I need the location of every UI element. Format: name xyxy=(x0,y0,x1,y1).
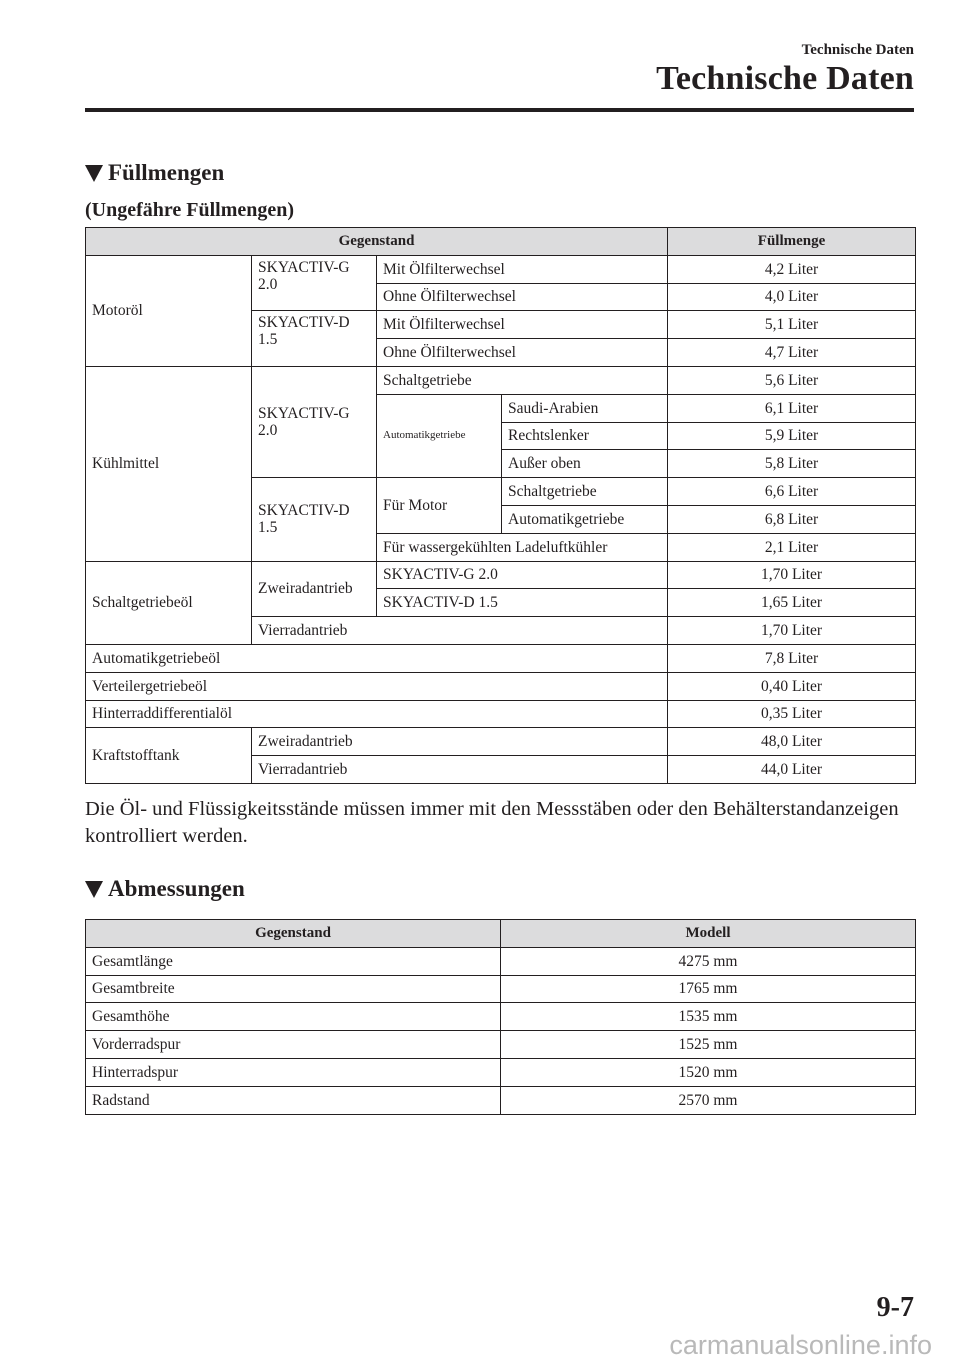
table-cell: Vierradantrieb xyxy=(252,617,668,645)
table-cell: 1,65 Liter xyxy=(668,589,916,617)
table-cell: Schaltgetriebe xyxy=(377,366,668,394)
table-cell: Automatikgetriebe xyxy=(377,394,502,477)
table-cell: 7,8 Liter xyxy=(668,644,916,672)
column-header: Modell xyxy=(501,920,916,948)
table-cell: 5,6 Liter xyxy=(668,366,916,394)
table-cell: Hinterraddifferentialöl xyxy=(86,700,668,728)
table-cell: 4,0 Liter xyxy=(668,283,916,311)
table-cell: 1525 mm xyxy=(501,1031,916,1059)
table-cell: Vorderradspur xyxy=(86,1031,501,1059)
table-cell: Kühlmittel xyxy=(86,366,252,561)
table-row xyxy=(86,672,916,700)
table-header-row xyxy=(86,228,916,256)
chapter-title: Technische Daten xyxy=(656,60,914,97)
section-heading-fuellmengen xyxy=(85,160,224,186)
triangle-bullet-icon xyxy=(85,165,103,182)
column-header: Gegenstand xyxy=(86,920,501,948)
note-paragraph: Die Öl- und Flüssigkeitsstände müssen immer mit den Messstäben oder den Behälterstandanzeigen kontrolliert werden. xyxy=(85,798,899,847)
table-cell: Für Motor xyxy=(377,478,502,534)
table-row xyxy=(86,1086,916,1114)
table-cell: Ohne Ölfilterwechsel xyxy=(377,283,668,311)
table-cell: 1520 mm xyxy=(501,1058,916,1086)
column-header: Gegenstand xyxy=(86,228,668,256)
table-cell: SKYACTIV-G 2.0 xyxy=(252,366,377,477)
triangle-bullet-icon xyxy=(85,881,103,898)
table-cell: 6,1 Liter xyxy=(668,394,916,422)
table-cell: 44,0 Liter xyxy=(668,756,916,784)
table-row xyxy=(86,728,916,756)
header-rule xyxy=(85,108,914,112)
table-cell: SKYACTIV-D 1.5 xyxy=(377,589,668,617)
table-cell: 1,70 Liter xyxy=(668,617,916,645)
table-cell: 5,9 Liter xyxy=(668,422,916,450)
section-heading-abmessungen xyxy=(85,876,245,902)
watermark: carmanualsonline.info xyxy=(669,1330,932,1360)
table-cell: Hinterradspur xyxy=(86,1058,501,1086)
table-cell: 4,7 Liter xyxy=(668,339,916,367)
table-cell: Kraftstofftank xyxy=(86,728,252,784)
fill-table xyxy=(85,227,916,784)
running-header: Technische Daten xyxy=(801,42,914,58)
table-cell: 6,6 Liter xyxy=(668,478,916,506)
table-cell: 4275 mm xyxy=(501,947,916,975)
table-cell: Zweiradantrieb xyxy=(252,561,377,617)
table-row xyxy=(86,561,916,589)
table-header-row xyxy=(86,920,916,948)
table-row xyxy=(86,255,916,283)
table-cell: 2570 mm xyxy=(501,1086,916,1114)
table-cell: Automatikgetriebeöl xyxy=(86,644,668,672)
table-cell: Schaltgetriebeöl xyxy=(86,561,252,644)
table-cell: Gesamtbreite xyxy=(86,975,501,1003)
table-cell: Gesamtlänge xyxy=(86,947,501,975)
table-cell: Radstand xyxy=(86,1086,501,1114)
table-cell: Schaltgetriebe xyxy=(502,478,668,506)
table-cell: 6,8 Liter xyxy=(668,505,916,533)
table-cell: 4,2 Liter xyxy=(668,255,916,283)
table-cell: SKYACTIV-D 1.5 xyxy=(252,478,377,561)
table-cell: 48,0 Liter xyxy=(668,728,916,756)
table-cell: SKYACTIV-G 2.0 xyxy=(252,255,377,311)
table-cell: 0,35 Liter xyxy=(668,700,916,728)
table-row xyxy=(86,700,916,728)
table-cell: 0,40 Liter xyxy=(668,672,916,700)
table-cell: Saudi-Arabien xyxy=(502,394,668,422)
table-cell: Mit Ölfilterwechsel xyxy=(377,255,668,283)
table-cell: Verteilergetriebeöl xyxy=(86,672,668,700)
table-cell: Für wassergekühlten Ladeluftkühler xyxy=(377,533,668,561)
column-header: Füllmenge xyxy=(668,228,916,256)
table-row xyxy=(86,644,916,672)
table-cell: Rechtslenker xyxy=(502,422,668,450)
table-cell: 5,1 Liter xyxy=(668,311,916,339)
table-cell: 5,8 Liter xyxy=(668,450,916,478)
table-row xyxy=(86,1003,916,1031)
table-cell: SKYACTIV-G 2.0 xyxy=(377,561,668,589)
subheading: (Ungefähre Füllmengen) xyxy=(85,199,295,221)
section-heading-text: Abmessungen xyxy=(108,876,245,901)
table-row xyxy=(86,1058,916,1086)
table-cell: Motoröl xyxy=(86,255,252,366)
table-cell: 2,1 Liter xyxy=(668,533,916,561)
page-number: 9-7 xyxy=(876,1292,914,1323)
table-row xyxy=(86,366,916,394)
table-cell: Ohne Ölfilterwechsel xyxy=(377,339,668,367)
table-cell: SKYACTIV-D 1.5 xyxy=(252,311,377,367)
table-cell: Gesamthöhe xyxy=(86,1003,501,1031)
table-cell: 1765 mm xyxy=(501,975,916,1003)
table-cell: Mit Ölfilterwechsel xyxy=(377,311,668,339)
table-cell: Vierradantrieb xyxy=(252,756,668,784)
dimensions-table xyxy=(85,919,916,1115)
table-cell: 1535 mm xyxy=(501,1003,916,1031)
section-heading-text: Füllmengen xyxy=(108,160,225,185)
table-row xyxy=(86,947,916,975)
table-cell: Automatikgetriebe xyxy=(502,505,668,533)
table-row xyxy=(86,1031,916,1059)
table-cell: Zweiradantrieb xyxy=(252,728,668,756)
table-cell: 1,70 Liter xyxy=(668,561,916,589)
table-row xyxy=(86,975,916,1003)
table-cell: Außer oben xyxy=(502,450,668,478)
